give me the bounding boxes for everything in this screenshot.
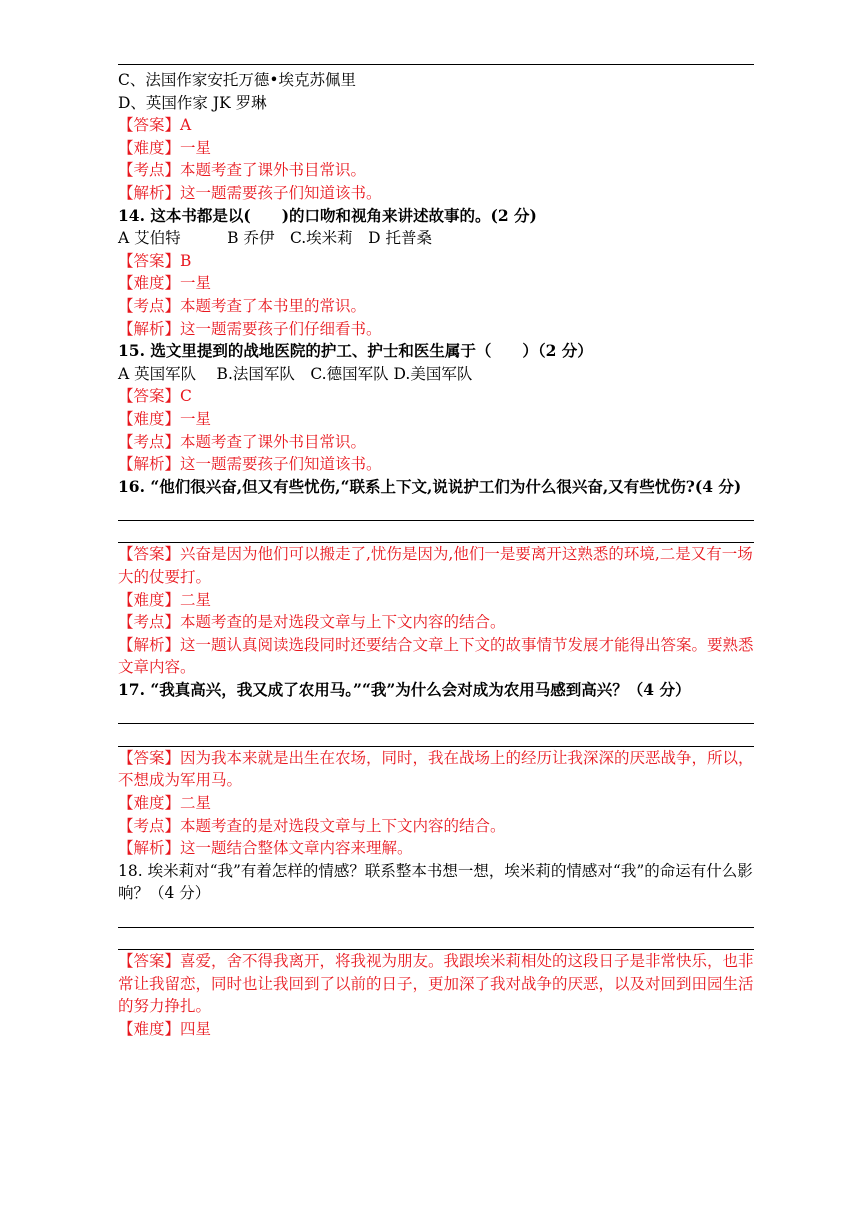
q17-question: 17. “我真高兴，我又成了农用马。”“我”为什么会对成为农用马感到高兴？（4 分）	[118, 680, 691, 700]
q17-answer-line-1[interactable]	[118, 702, 754, 725]
q13-analysis: 【解析】这一题需要孩子们知道该书。	[118, 183, 382, 202]
q15-analysis: 【解析】这一题需要孩子们知道该书。	[118, 455, 382, 474]
q17-answer: 【答案】因为我本来就是出生在农场，同时，我在战场上的经历让我深深的厌恶战争，所以，不想成为军用马。	[118, 748, 754, 790]
q17-point: 【考点】本题考查的是对选段文章与上下文内容的结合。	[118, 816, 506, 835]
q14-answer: 【答案】B	[118, 251, 192, 270]
q14-options: A 艾伯特 B 乔伊 C.埃米莉 D 托普桑	[118, 229, 433, 248]
q15-difficulty: 【难度】一星	[118, 409, 212, 428]
q14-analysis: 【解析】这一题需要孩子们仔细看书。	[118, 319, 382, 338]
q18-answer-line-2[interactable]	[118, 928, 754, 951]
q18-difficulty: 【难度】四星	[118, 1019, 212, 1038]
q18-answer-line-1[interactable]	[118, 905, 754, 928]
document-page	[118, 64, 754, 1041]
q13-option-c: C、法国作家安托万德•埃克苏佩里	[118, 71, 357, 89]
q16-question: 16. “他们很兴奋,但又有些忧伤,“联系上下文,说说护工们为什么很兴奋,又有些忧伤?(4 分)	[118, 476, 742, 496]
q16-point: 【考点】本题考查的是对选段文章与上下文内容的结合。	[118, 613, 506, 632]
q15-options: A 英国军队 B.法国军队 C.德国军队 D.美国军队	[118, 364, 473, 383]
q15-answer: 【答案】C	[118, 387, 192, 406]
q17-answer-line-2[interactable]	[118, 724, 754, 747]
q14-difficulty: 【难度】一星	[118, 274, 212, 293]
q14-question: 14. 这本书都是以( )的口吻和视角来讲述故事的。(2 分)	[118, 205, 537, 225]
q18-question: 18. 埃米莉对“我”有着怎样的情感？联系整本书想一想，埃米莉的情感对“我”的命运有什么影响？（4 分）	[118, 861, 753, 903]
q15-point: 【考点】本题考查了课外书目常识。	[118, 432, 367, 451]
q13-difficulty: 【难度】一星	[118, 138, 212, 157]
q13-answer: 【答案】A	[118, 116, 192, 135]
q16-answer-line-2[interactable]	[118, 521, 754, 544]
q16-analysis: 【解析】这一题认真阅读选段同时还要结合文章上下文的故事情节发展才能得出答案。要熟悉文章内容。	[118, 635, 754, 677]
q15-question: 15. 选文里提到的战地医院的护工、护士和医生属于（ ）（2 分）	[118, 341, 593, 361]
q14-point: 【考点】本题考查了本书里的常识。	[118, 296, 367, 315]
q13-point: 【考点】本题考查了课外书目常识。	[118, 161, 367, 180]
q17-difficulty: 【难度】二星	[118, 794, 212, 812]
q17-analysis: 【解析】这一题结合整体文章内容来理解。	[118, 839, 413, 858]
q16-answer: 【答案】兴奋是因为他们可以搬走了,忧伤是因为,他们一是要离开这熟悉的环境,二是又有一场大的仗要打。	[118, 545, 753, 587]
q16-answer-line-1[interactable]	[118, 498, 754, 521]
q16-difficulty: 【难度】二星	[118, 590, 212, 609]
top-divider	[118, 64, 754, 65]
q13-option-d: D、英国作家 JK 罗琳	[118, 93, 267, 112]
q18-answer: 【答案】喜爱，舍不得我离开，将我视为朋友。我跟埃米莉相处的这段日子是非常快乐，也非常让我留恋，同时也让我回到了以前的日子，更加深了我对战争的厌恶，以及对回到田园生活的努力挣扎。	[118, 952, 754, 1016]
